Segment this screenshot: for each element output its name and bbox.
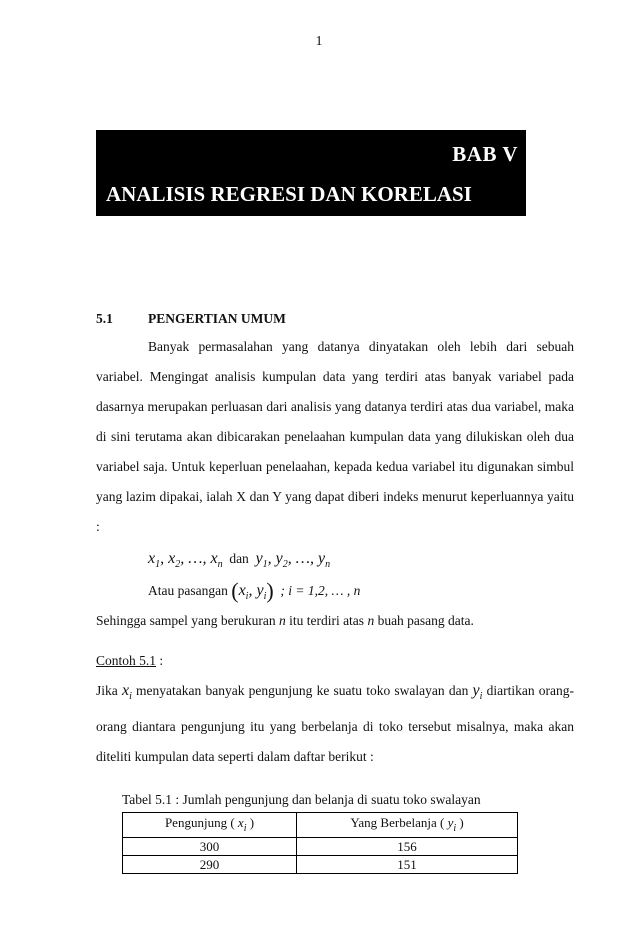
variable-sequence-formula [96, 542, 574, 576]
table-row [123, 838, 518, 856]
table-caption: Tabel 5.1 : Jumlah pengunjung dan belanja di suatu toko swalayan [122, 792, 481, 807]
var-y: $y_i$ [472, 682, 483, 702]
formula-connector: dan [229, 551, 249, 566]
column-header-visitors: Pengunjung ( $x_i$ ) [123, 813, 297, 838]
data-table [122, 812, 518, 874]
section-number: 5.1 [96, 311, 113, 326]
chapter-label: BAB V [452, 142, 518, 166]
example-title: Contoh 5.1 [96, 653, 157, 668]
page-number: 1 [315, 34, 323, 49]
table-cell: 151 [297, 856, 518, 874]
x-sequence: $x_1$, $x_2$, …, $x_n$ [148, 550, 223, 570]
section-title: PENGERTIAN UMUM [148, 311, 286, 326]
chapter-banner [96, 130, 526, 216]
chapter-title: ANALISIS REGRESI DAN KORELASI [106, 182, 472, 206]
pair-variables: $x_i$, $y_i$ [238, 582, 267, 602]
y-sequence: $y_1$, $y_2$, …, $y_n$ [255, 550, 331, 570]
pair-suffix: ; i = 1,2, … , n [280, 583, 361, 598]
intro-paragraph: Banyak permasalahan yang datanya dinyatakan oleh lebih dari sebuah variabel. Mengingat analisis kumpulan data yang terdiri atas banyak variabel pada dasarnya merupakan perluasan dari analisis yang datanya terdiri atas dua variabel, maka di sini terutama akan dibicarakan penelaahan kumpulan data yang dilukiskan oleh dua variabel saja. Untuk keperluan penelaahan, kepada kedua variabel itu digunakan simbul yang lazim dipakai, ialah X dan Y yang dapat diberi indeks menurut keperluannya yaitu : [96, 339, 574, 534]
table-header-row [123, 813, 518, 838]
page-content [96, 306, 574, 874]
table-row [123, 856, 518, 874]
example-heading: Contoh 5.1 : [96, 653, 164, 668]
table-cell: 290 [123, 856, 297, 874]
pair-prefix: Atau pasangan [148, 583, 228, 598]
pair-formula: Atau pasangan ($x_i$, $y_i$) ; i = 1,2, … , n [148, 578, 361, 603]
example-paragraph: Jika $x_i$ menyatakan banyak pengunjung ke suatu toko swalayan dan $y_i$ diartikan orang-orang diantara pengunjung itu yang berbelanja di toko tersebut misalnya, maka akan diteliti kumpulan data seperti dalam daftar berikut : [96, 682, 575, 764]
column-header-shoppers: Yang Berbelanja ( $y_i$ ) [297, 813, 518, 838]
sample-sentence: Sehingga sampel yang berukuran n itu terdiri atas n buah pasang data. [96, 613, 474, 628]
var-x: $x_i$ [121, 682, 132, 702]
section-heading [96, 306, 574, 332]
table-cell: 300 [123, 838, 297, 856]
table-cell: 156 [297, 838, 518, 856]
